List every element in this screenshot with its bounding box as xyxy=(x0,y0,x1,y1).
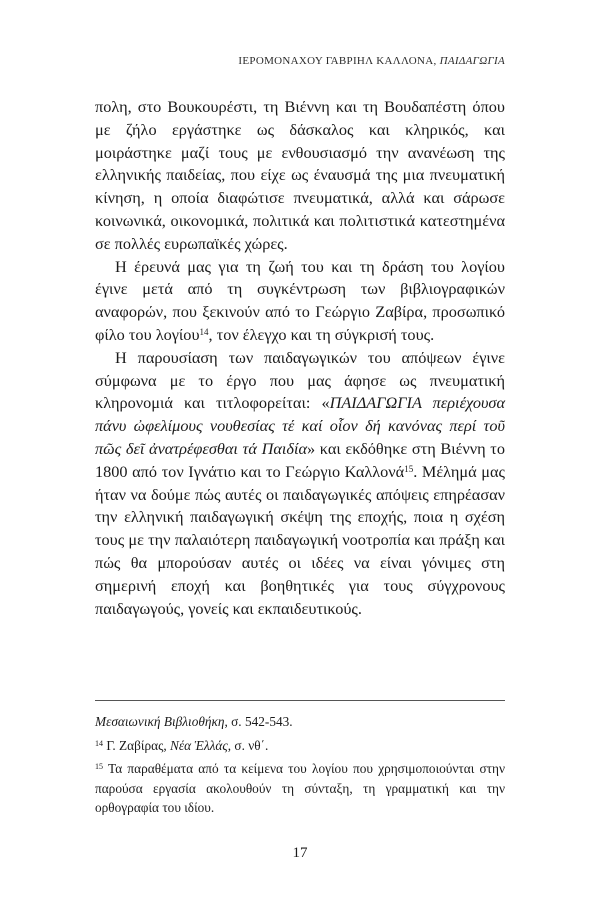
footnote-continuation xyxy=(95,712,505,732)
footnotes xyxy=(95,712,505,822)
running-head-author: ΙΕΡΟΜΟΝΑΧΟΥ ΓΑΒΡΙΗΛ ΚΑΛΛΟΝΑ, xyxy=(238,55,440,67)
footnote-15-text: Τα παραθέματα από τα κείμενα του λογίου που χρησιμοποιούνται στην παρούσα εργασία ακολουθούν τη σύνταξη, τη γραμματική και την ορθογραφία του ιδίου. xyxy=(95,761,505,815)
paragraph-1: πολη, στο Βουκουρέστι, τη Βιέννη και τη Βουδαπέστη όπου με ζήλο εργάστηκε ως δάσκαλος και κληρικός, και μοιράστηκε μαζί τους με ενθουσιασμό την ανανέωση της ελληνικής παιδείας, που είχε ως έναυσμά της μια πνευματική κίνηση, η οποία διαφώτισε πνευματικά, αλλά και σάρωσε κοινωνικά, οικονομικά, πολιτικά και πολιτιστικά κατεστημένα σε πολλές ευρωπαϊκές χώρες. xyxy=(95,97,505,253)
paragraph-3-text-c: . Μέλημά μας ήταν να δούμε πώς αυτές οι παιδαγωγικές απόψεις επηρέασαν την ελληνική παιδαγωγική σκέψη της εποχής, ποια η σχέση τους με την παλαιότερη παιδαγωγική νοοτροπία και πράξη και πώς θα μπορούσαν αυτές οι ιδέες να είναι γόνιμες στη σημερινή εποχή και βοηθητικές για τους σύγχρονους παιδαγωγούς, γονείς και εκπαιδευτικούς. xyxy=(95,461,505,618)
footnote-separator xyxy=(95,700,505,701)
footnote-ref-14[interactable]: 14 xyxy=(199,326,209,337)
paragraph-3-text-b: » και εκδόθηκε στη Βιέννη το 1800 από τον Ιγνάτιο και το Γεώργιο Καλλονά xyxy=(95,438,505,481)
footnote-14-number: 14 xyxy=(95,738,103,748)
paragraph-3 xyxy=(95,347,505,621)
running-head xyxy=(95,55,505,67)
footnote-cont-italic: Μεσαιωνική Βιβλιοθήκη xyxy=(95,714,225,729)
paragraph-2-text-b: , τον έλεγχο και τη σύγκρισή τους. xyxy=(208,324,435,344)
footnote-cont-rest: , σ. 542-543. xyxy=(224,714,293,729)
footnote-ref-15[interactable]: 15 xyxy=(404,463,414,474)
book-title-italic: ΠΑΙΔΑΓΩΓΙΑ περιέχουσα πάνυ ὠφελίμους νουθεσίας τέ καί οἷον δή κανόνας περί τοῦ πῶς δεῖ ἀνατρέφεσθαι τά Παιδία xyxy=(95,393,506,458)
page-number: 17 xyxy=(292,845,308,861)
footnote-14-text-b: , σ. νθ΄. xyxy=(227,737,269,753)
footnote-14-text-a: Γ. Ζαβίρας, xyxy=(103,737,171,753)
paragraph-2 xyxy=(95,256,505,347)
footnote-15 xyxy=(95,759,505,818)
main-text xyxy=(95,96,505,620)
paragraph-2-text-a: Η έρευνά μας για τη ζωή του και τη δράση του λογίου έγινε μετά από τη συγκέντρωση των βιβλιογραφικών αναφορών, που ξεκινούν από το Γεώργιο Ζαβίρα, προσωπικό φίλο του λογίου xyxy=(95,256,505,344)
footnote-14-italic: Νέα Ἑλλάς xyxy=(170,737,228,753)
footnote-15-number: 15 xyxy=(95,762,103,771)
running-head-title: ΠΑΙΔΑΓΩΓΙΑ xyxy=(439,55,505,67)
footnote-14 xyxy=(95,736,505,756)
paragraph-3-text-a: Η παρουσίαση των παιδαγωγικών του απόψεων έγινε σύμφωνα με το έργο που μας άφησε ως πνευματική κληρονομιά και τιτλοφορείται: « xyxy=(95,347,505,413)
